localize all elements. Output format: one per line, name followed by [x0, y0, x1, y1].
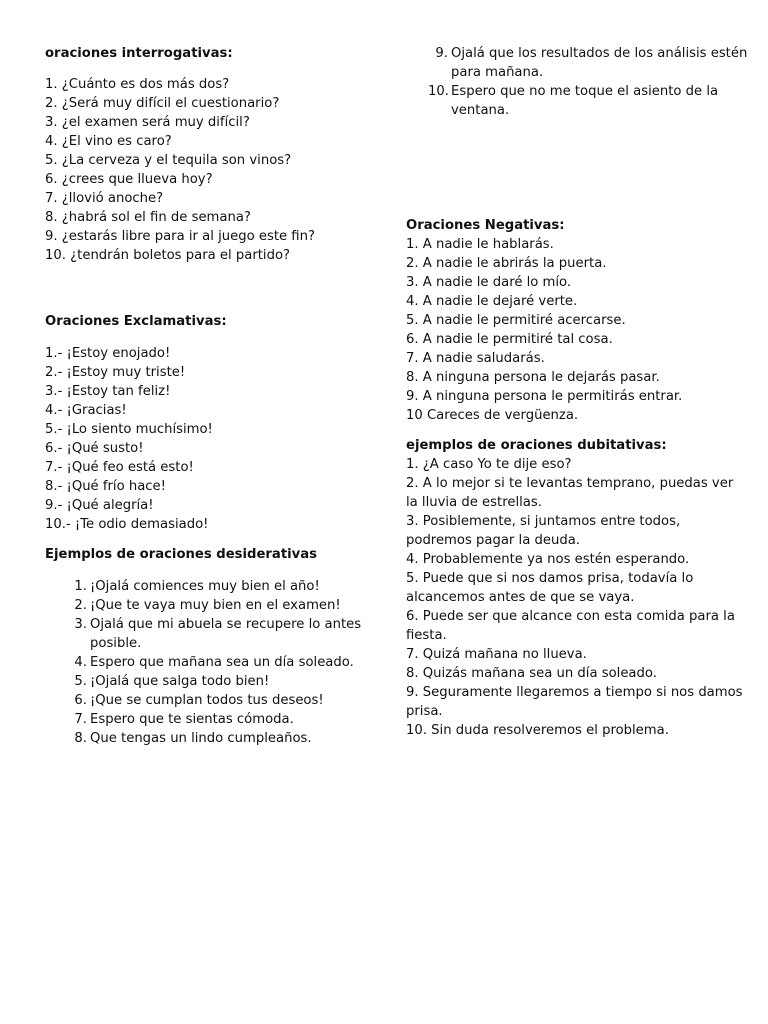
list-item: 1. A nadie le hablarás.: [406, 237, 554, 252]
exclamativas-heading: Oraciones Exclamativas:: [45, 314, 227, 329]
list-item: 2. ¿Será muy difícil el cuestionario?: [45, 96, 280, 111]
list-item: 4. A nadie le dejaré verte.: [406, 294, 578, 309]
list-item: 6. A nadie le permitiré tal cosa.: [406, 332, 613, 347]
desiderativas-continued-list: [428, 44, 748, 120]
desiderativas-list: [45, 577, 375, 748]
list-item: 7. A nadie saludarás.: [406, 351, 545, 366]
list-item: 6.- ¡Qué susto!: [45, 441, 144, 456]
list-item: 3. Posiblemente, si juntamos entre todos, podremos pagar la deuda.: [406, 514, 681, 548]
list-item: 4. Probablemente ya nos estén esperando.: [406, 552, 690, 567]
list-item: [45, 615, 375, 653]
list-item: 1. ¿Cuánto es dos más dos?: [45, 77, 230, 92]
list-item: 10. Sin duda resolveremos el problema.: [406, 723, 669, 738]
dubitativas-list: [406, 455, 746, 740]
list-text: Espero que mañana sea un día soleado.: [90, 655, 354, 670]
list-text: ¡Que se cumplan todos tus deseos!: [90, 693, 324, 708]
list-text: ¡Ojalá que salga todo bien!: [90, 674, 270, 689]
list-number: 2.: [74, 598, 87, 613]
desiderativas-heading: Ejemplos de oraciones desiderativas: [45, 547, 317, 562]
list-item: [45, 672, 375, 691]
list-item: 9.- ¡Qué alegría!: [45, 498, 154, 513]
negativas-heading: Oraciones Negativas:: [406, 218, 565, 233]
list-item: 3. A nadie le daré lo mío.: [406, 275, 572, 290]
list-item: 7. ¿llovió anoche?: [45, 191, 164, 206]
left-column: [45, 44, 375, 748]
list-item: [428, 44, 748, 82]
list-number: 5.: [74, 674, 87, 689]
list-item: 4.- ¡Gracias!: [45, 403, 127, 418]
list-number: 7.: [74, 712, 87, 727]
list-item: 4. ¿El vino es caro?: [45, 134, 172, 149]
list-item: 5. Puede que si nos damos prisa, todavía lo alcancemos antes de que se vaya.: [406, 571, 694, 605]
list-item: 2. A lo mejor si te levantas temprano, puedas ver la lluvia de estrellas.: [406, 476, 734, 510]
list-item: 3. ¿el examen será muy difícil?: [45, 115, 250, 130]
exclamativas-list: [45, 344, 375, 534]
list-item: 7.- ¡Qué feo está esto!: [45, 460, 194, 475]
list-item: [45, 710, 375, 729]
list-text: Ojalá que mi abuela se recupere lo antes posible.: [90, 617, 362, 651]
list-item: 1.- ¡Estoy enojado!: [45, 346, 171, 361]
list-item: 2. A nadie le abrirás la puerta.: [406, 256, 607, 271]
list-item: 9. ¿estarás libre para ir al juego este fin?: [45, 229, 315, 244]
list-number: 4.: [74, 655, 87, 670]
list-item: [428, 82, 748, 120]
list-number: 9.: [435, 46, 448, 61]
dubitativas-heading: ejemplos de oraciones dubitativas:: [406, 438, 667, 453]
list-item: [45, 729, 375, 748]
list-item: [45, 653, 375, 672]
list-item: 10 Careces de vergüenza.: [406, 408, 579, 423]
list-item: 9. Seguramente llegaremos a tiempo si nos damos prisa.: [406, 685, 743, 719]
list-item: [45, 596, 375, 615]
list-number: 3.: [74, 617, 87, 632]
list-item: 8. ¿habrá sol el fin de semana?: [45, 210, 251, 225]
list-item: 6. ¿crees que llueva hoy?: [45, 172, 213, 187]
list-item: 3.- ¡Estoy tan feliz!: [45, 384, 171, 399]
list-item: 8.- ¡Qué frío hace!: [45, 479, 166, 494]
list-item: 8. A ninguna persona le dejarás pasar.: [406, 370, 660, 385]
list-item: 9. A ninguna persona le permitirás entrar.: [406, 389, 683, 404]
list-item: 2.- ¡Estoy muy triste!: [45, 365, 186, 380]
list-item: 5. A nadie le permitiré acercarse.: [406, 313, 626, 328]
list-number: 10.: [428, 84, 449, 99]
list-number: 1.: [74, 579, 87, 594]
list-item: 10. ¿tendrán boletos para el partido?: [45, 248, 291, 263]
right-column: [406, 216, 746, 740]
list-text: Que tengas un lindo cumpleaños.: [90, 731, 312, 746]
list-item: [45, 691, 375, 710]
negativas-list: [406, 235, 746, 425]
list-item: 6. Puede ser que alcance con esta comida para la fiesta.: [406, 609, 735, 643]
list-text: Espero que no me toque el asiento de la ventana.: [451, 84, 719, 118]
list-number: 6.: [74, 693, 87, 708]
list-item: 10.- ¡Te odio demasiado!: [45, 517, 209, 532]
interrogativas-list: [45, 75, 375, 265]
list-text: Espero que te sientas cómoda.: [90, 712, 294, 727]
list-text: ¡Que te vaya muy bien en el examen!: [90, 598, 341, 613]
list-item: 1. ¿A caso Yo te dije eso?: [406, 457, 572, 472]
list-text: Ojalá que los resultados de los análisis estén para mañana.: [451, 46, 748, 80]
right-column-top: [428, 44, 748, 120]
list-item: [45, 577, 375, 596]
list-item: 7. Quizá mañana no llueva.: [406, 647, 587, 662]
list-number: 8.: [74, 731, 87, 746]
list-item: 5.- ¡Lo siento muchísimo!: [45, 422, 213, 437]
list-item: 8. Quizás mañana sea un día soleado.: [406, 666, 657, 681]
interrogativas-heading: oraciones interrogativas:: [45, 46, 233, 61]
list-item: 5. ¿La cerveza y el tequila son vinos?: [45, 153, 292, 168]
list-text: ¡Ojalá comiences muy bien el año!: [90, 579, 320, 594]
